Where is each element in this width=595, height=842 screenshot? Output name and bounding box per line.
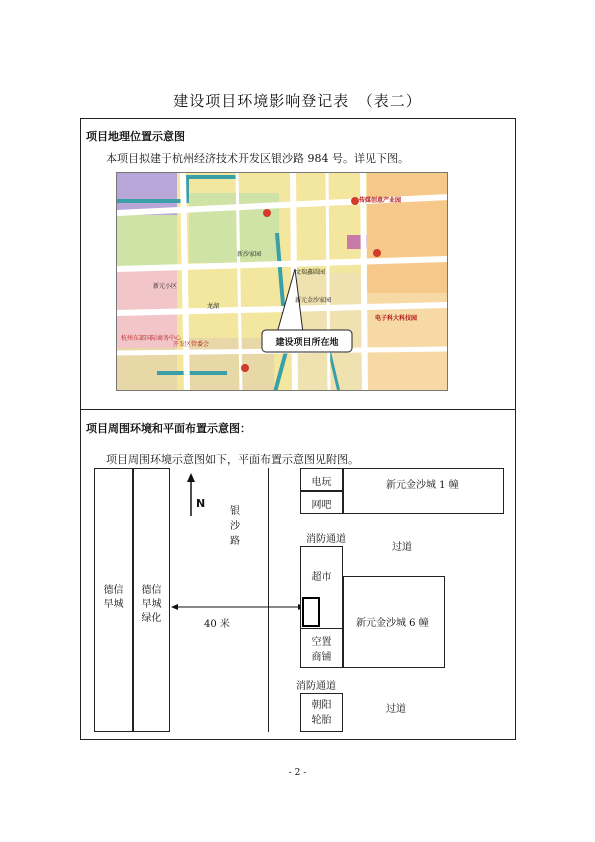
- vacant-shop-label: 空置 商铺: [311, 637, 332, 663]
- fire-lane-1-label: 消防通道: [306, 534, 346, 545]
- page-title: 建设项目环境影响登记表 （表二）: [173, 92, 422, 110]
- arcade-label: 电玩: [311, 477, 332, 488]
- passage-1-label: 过道: [392, 542, 412, 553]
- north-label: N: [196, 497, 206, 510]
- distance-label: 40 米: [204, 619, 230, 630]
- map-road-9: [327, 173, 329, 391]
- north-arrow-icon: [185, 472, 205, 520]
- road-label: 银 沙 路: [230, 506, 240, 547]
- map-marker-1: [263, 209, 271, 217]
- map-block-green: [117, 215, 177, 270]
- map-label-xinsha: 新沙家园: [237, 251, 262, 258]
- section-divider: [80, 409, 516, 410]
- building6-label: 新元金沙城 6 幢: [356, 618, 429, 629]
- tyre-shop-label: 朝阳 轮胎: [311, 700, 332, 726]
- map-label-wenrui: 文瑞鑫圆园: [295, 269, 326, 276]
- project-site-marker: [302, 597, 320, 627]
- map-label-xinyuan: 新元小区: [153, 283, 178, 290]
- distance-arrow: [170, 600, 306, 614]
- supermarket-label: 超市: [311, 572, 332, 583]
- section1-heading: 项目地理位置示意图: [86, 130, 185, 143]
- vacant-shop-divider: [300, 628, 343, 629]
- netbar-label: 网吧: [311, 500, 332, 511]
- fire-lane-2-label: 消防通道: [296, 681, 336, 692]
- map-label-lake: 龙湖: [207, 303, 220, 310]
- page-number: - 2 -: [288, 768, 307, 778]
- map-label-park: 杭州东部国际商务中心: [121, 335, 182, 342]
- map-block-yellow-2: [189, 273, 274, 333]
- section2-text: 项目周围环境示意图如下，平面布置示意图见附图。: [106, 453, 359, 466]
- map-marker-2: [241, 364, 249, 372]
- location-map: [116, 172, 448, 391]
- dexin-label: 德信 早城: [103, 585, 124, 610]
- building1-label: 新元金沙城 1 幢: [386, 480, 459, 491]
- map-marker-3: [351, 197, 359, 205]
- map-callout-text: 建设项目所在地: [275, 338, 339, 348]
- map-label-jinsha: 新元金沙家园: [295, 297, 332, 304]
- map-road-5: [183, 173, 187, 391]
- map-label-tech-park: 电子科大科技园: [375, 315, 418, 322]
- section2-heading: 项目周围环境和平面布置示意图：: [86, 422, 251, 435]
- map-block-yellow: [297, 183, 367, 263]
- section1-text: 本项目拟建于杭州经济技术开发区银沙路 984 号。详见下图。: [106, 152, 409, 165]
- building1-block: [343, 468, 504, 514]
- passage-2-label: 过道: [386, 704, 406, 715]
- map-label-media: 传媒创意产业园: [359, 197, 402, 204]
- green-belt-label: 德信 早城 绿化: [141, 585, 162, 624]
- map-label-admin: 开发区管委会: [173, 341, 210, 348]
- map-road-7: [363, 173, 365, 391]
- map-block-orange: [367, 173, 448, 293]
- map-marker-4: [373, 249, 381, 257]
